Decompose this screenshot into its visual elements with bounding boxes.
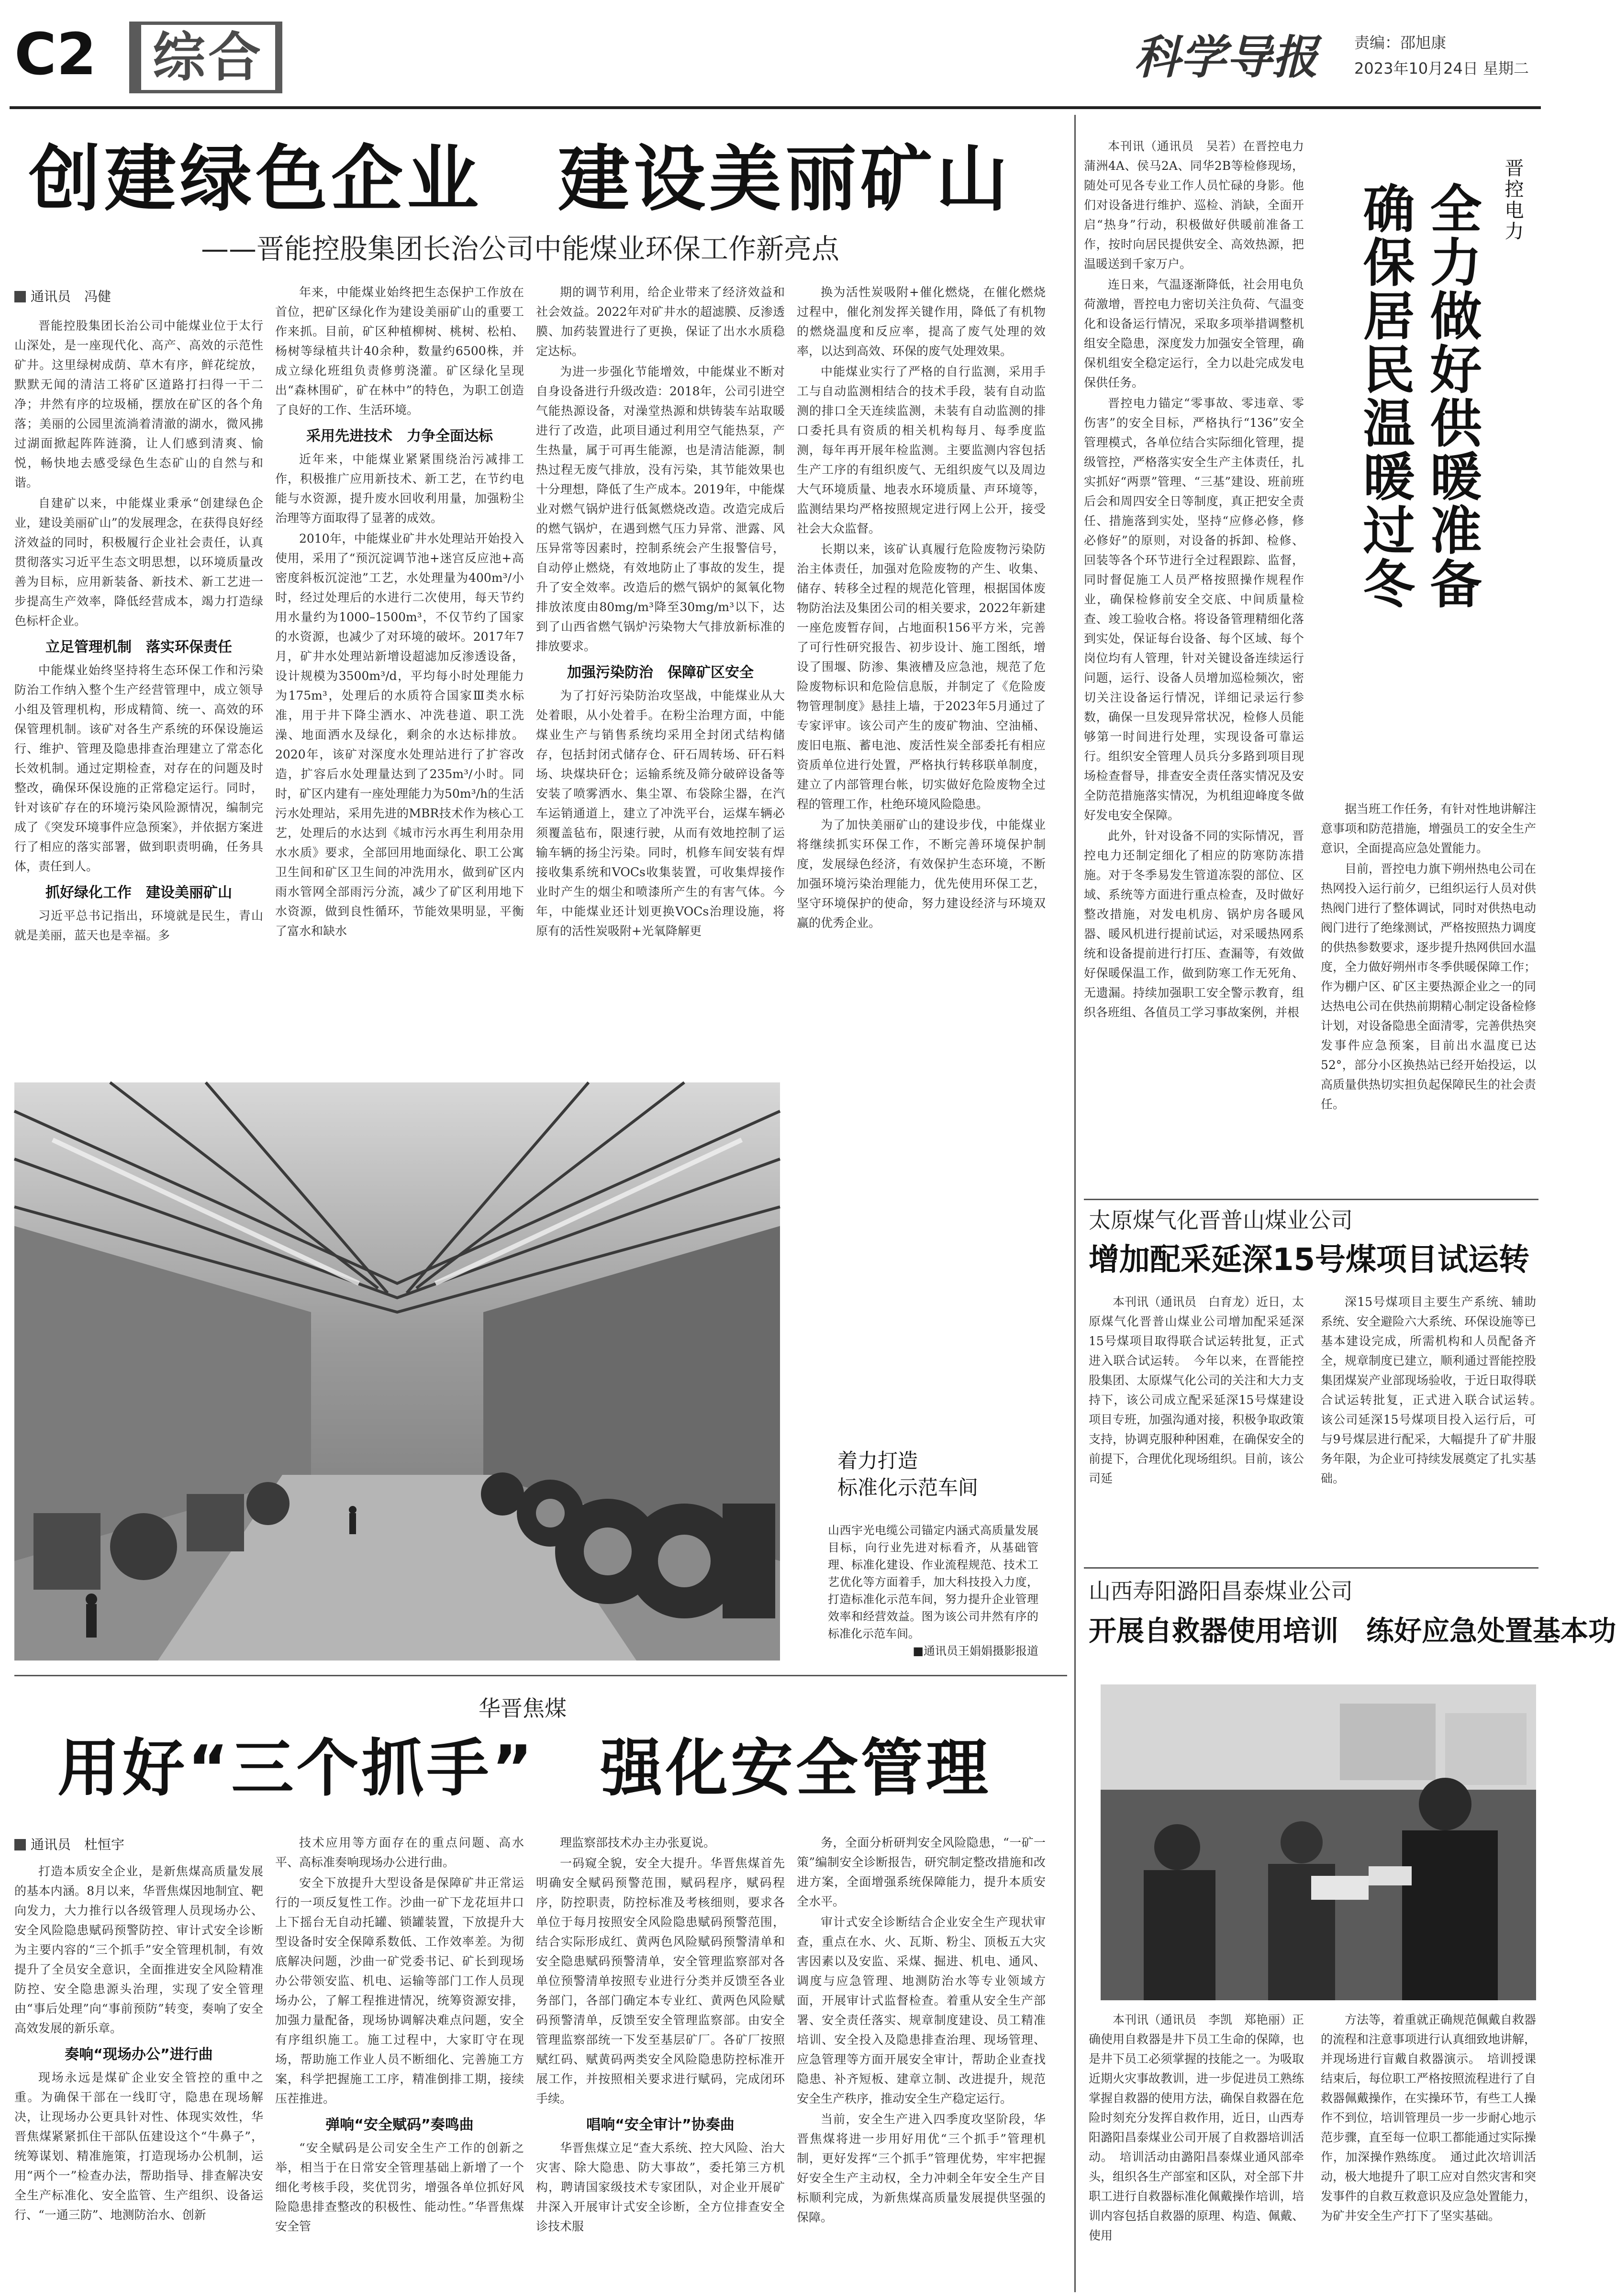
right-top-kicker: 晋控电力 bbox=[1502, 158, 1524, 242]
paragraph: “安全赋码是公司安全生产工作的创新之举，相当于在日常安全管理基础上新增了一个细化考核手段，奖优罚劣，增强各单位抓好风险隐患排查整改的积极性、能动性。”华晋焦煤安全管 bbox=[275, 2141, 524, 2233]
paragraph: 务，全面分析研判安全风险隐患，“一矿一策”编制安全诊断报告，研究制定整改措施和改进方案，全面增强系统保障能力，提升本质安全水平。 bbox=[797, 1836, 1046, 1908]
bottom-kicker: 华晋焦煤 bbox=[479, 1695, 567, 1721]
paragraph: 当前，安全生产进入四季度攻坚阶段，华晋焦煤将进一步用好用优“三个抓手”管理机制，更好发挥“三个抓手”管理优势，牢牢把握好安全生产主动权，全力冲刺全年安全生产目标顺利完成，为新焦煤高质量发展提供坚强的保障。 bbox=[797, 2112, 1046, 2224]
lead-column-4 bbox=[797, 282, 1046, 1067]
right-mid-column-b bbox=[1321, 1292, 1549, 1560]
paragraph: 理监察部技术办主办张夏说。 bbox=[560, 1836, 716, 1850]
factory-workshop-photo bbox=[14, 1082, 780, 1661]
caption-text: 山西宇光电缆公司锚定内涵式高质量发展目标，向行业先进对标看齐，从基础管理、标准化建设、作业流程规范、技术工艺优化等方面着手，加大科技投入力度，打造标准化示范车间，努力提升企业管理效率和经营效益。图为该公司井然有序的标准化示范车间。 bbox=[828, 1524, 1038, 1640]
bottom-byline: 通讯员 杜恒宇 bbox=[14, 1835, 206, 1854]
paragraph: 华晋焦煤立足“查大系统、控大风险、治大灾害、除大隐患、防大事故”，委托第三方机构，聘请国家级技术专家团队，对企业开展矿井深入开展审计式安全诊断，全方位排查安全诊技术服 bbox=[536, 2141, 785, 2233]
lead-column-1 bbox=[14, 316, 263, 1067]
edition-info bbox=[1354, 30, 1546, 87]
right-mid-headline: 增加配采延深15号煤项目试运转 bbox=[1089, 1242, 1530, 1278]
paragraph: 晋能控股集团长治公司中能煤业位于太行山深处，是一座现代化、高产、高效的示范性矿井。这里绿树成荫、草木有序，鲜花绽放，默默无闻的清洁工将矿区道路打扫得一干二净；井然有序的垃圾桶，摆放在矿区的各个角落；美丽的公园里流淌着清澈的湖水，微风拂过湖面掀起阵阵涟漪，让人们感到清爽、愉悦，畅快地去感受绿色生态矿山的自然与和谐。 bbox=[14, 319, 263, 490]
story-divider bbox=[1084, 1567, 1538, 1569]
page-number: C2 bbox=[14, 22, 97, 88]
paragraph: 连日来，气温逐渐降低，社会用电负荷激增，晋控电力密切关注负荷、气温变化和设备运行情况，采取多项举措调整机组安全隐患，深度发力加强安全管理，确保机组安全稳定运行，全力以赴完成发电保供任务。 bbox=[1084, 278, 1304, 390]
lead-subheadline: ——晋能控股集团长治公司中能煤业环保工作新亮点 bbox=[201, 233, 840, 265]
paragraph: 审计式安全诊断结合企业安全生产现状审查，重点在水、火、瓦斯、粉尘、顶板五大灾害因素以及安监、采煤、掘进、机电、通风、调度与应急管理、地测防治水等专业领域方面，开展审计式监督检查。着重从安全生产部署、安全责任落实、规章制度建设、员工精准培训、安全投入及隐患排查治理、现场管理、应急管理等方面开展安全审计，帮助企业查找隐患、补齐短板、建章立制、改进提升，规范安全生产秩序，推动安全生产稳定运行。 bbox=[797, 1915, 1046, 2106]
paragraph: 一码窥全貌，安全大提升。华晋焦煤首先明确安全赋码预警范围，赋码程序，赋码程序，防控职责，防控标准及考核细则，要求各单位于每月按照安全风险隐患赋码预警范围，结合实际形成红、黄两色风险赋码预警清单和安全隐患赋码预警清单，安全管理监察部对各单位预警清单按照专业进行分类并反馈至各业务部门，各部门确定本专业红、黄两色风险赋码预警清单，反馈至安全管理监察部。由安全管理监察部统一下发至基层矿厂。各矿厂按照赋红码、赋黄码两类安全风险隐患防控标准开展工作，并按照相关要求进行赋码，完成闭环手续。 bbox=[536, 1856, 785, 2106]
bottom-headline: 用好“三个抓手” 强化安全管理 bbox=[57, 1732, 991, 1805]
bottom-column-2 bbox=[275, 1833, 524, 2292]
bottom-column-4 bbox=[797, 1833, 1046, 2292]
paragraph: 据当班工作任务，有针对性地讲解注意事项和防范措施，增强员工的安全生产意识，全面提高应急处置能力。 bbox=[1321, 802, 1537, 855]
section-subhead: 采用先进技术 力争全面达标 bbox=[306, 428, 493, 445]
paragraph: 中能煤业实行了严格的自行监测，采用手工与自动监测相结合的技术手段，装有自动监测的排口全天连续监测，未装有自动监测的排口委托具有资质的相关机构每月、每季度监测，每年再开展年检监测。主要监测内容包括生产工序的有组织废气、无组织废气以及周边大气环境质量、地表水环境质量、声环境等，监测结果均严格按照规定进行网上公开，接受社会大众监督。 bbox=[797, 365, 1046, 535]
paragraph: 此外，针对设备不同的实际情况，晋控电力还制定细化了相应的防寒防冻措施。对于冬季易发生管道冻裂的部位、区域、系统等方面进行重点检查，及时做好整改措施，对发电机房、锅炉房各暖风器、暖风机进行提前试运，对采暖热网系统和设备提前进行打压、查漏等，有效做好保暖保温工作，做到防寒工作无死角、无遗漏。持续加强职工安全警示教育，组织各班组、各值员工学习事故案例，并根 bbox=[1084, 829, 1304, 1019]
paragraph: 目前，晋控电力旗下朔州热电公司在热网投入运行前夕，已组织运行人员对供热阀门进行了整体调试，同时对供热电动阀门进行了绝缘测试，严格按照热力调度的供热参数要求，逐步提升热网供回水温度，全力做好朔州市冬季供暖保障工作；作为棚户区、矿区主要热源企业之一的同达热电公司在供热前期精心制定设备检修计划，对设备隐患全面清零，完善供热突发事件应急预案，目前出水温度已达52°，部分小区换热站已经开始投运，以高质量供热切实担负起保障民生的社会责任。 bbox=[1321, 862, 1537, 1111]
paragraph: 为了加快美丽矿山的建设步伐，中能煤业将继续抓实环保工作，不断完善环境保护制度，发展绿色经济，有效保护生态环境，不断加强环境污染治理能力，优先使用环保工艺，坚守环境保护的使命，努力建设经济与环境双赢的优秀企业。 bbox=[797, 818, 1046, 930]
paragraph: 现场永远是煤矿企业安全管控的重中之重。为确保干部在一线盯守，隐患在现场解决，让现场办公更具针对性、体现实效性，华晋焦煤紧紧抓住干部队伍建设这个“牛鼻子”，统筹谋划、精准施策，打造现场办公机制，运用“两个一”检查办法，帮助指导、排查解决安全生产标准化、安全监管、生产组织、设备运行、“一通三防”、地测防治水、创新 bbox=[14, 2071, 263, 2222]
paragraph: 自建矿以来，中能煤业秉承“创建绿色企业，建设美丽矿山”的发展理念，在获得良好经济效益的同时，积极履行企业社会责任，认真贯彻落实习近平生态文明思想，以环境质量改善为目标，应用新装备、新技术、新工艺进一步提高生产效率，降低经营成本，竭力打造绿色标杆企业。 bbox=[14, 496, 263, 628]
caption-title-line: 标准化示范车间 bbox=[837, 1476, 979, 1499]
right-bottom-headline: 开展自救器使用培训 练好应急处置基本功 bbox=[1089, 1615, 1616, 1647]
paragraph: 近年来，中能煤业紧紧围绕治污减排工作，积极推广应用新技术、新工艺，在节约电能与水资源，提升废水回收利用量，加强粉尘治理等方面取得了显著的成效。 bbox=[275, 452, 524, 525]
right-top-headline-line1: 全力做好供暖准备 bbox=[1421, 182, 1481, 611]
section-subhead: 抓好绿化工作 建设美丽矿山 bbox=[45, 884, 232, 901]
section-label: 综合 bbox=[141, 25, 275, 90]
paragraph: 期的调节利用，给企业带来了经济效益和社会效益。2022年对矿井水的超滤膜、反渗透膜、加药装置进行了更换，保证了出水水质稳定达标。 bbox=[536, 285, 785, 358]
bottom-column-1 bbox=[14, 1861, 263, 2292]
right-top-column-a bbox=[1084, 136, 1304, 1194]
section-subhead: 奏响“现场办公”进行曲 bbox=[65, 2046, 213, 2063]
photo-caption-body bbox=[828, 1522, 1038, 1661]
lead-headline: 创建绿色企业 建设美丽矿山 bbox=[29, 138, 1012, 221]
paragraph: 深15号煤项目主要生产系统、辅助系统、安全避险六大系统、环保设施等已基本建设完成，所需机构和人员配备齐全，规章制度已建立，顺利通过晋能控股集团煤炭产业部现场验收，于近日取得联合试运转批复，正式进入联合试运转。 该公司延深15号煤项目投入运行后，可与9号煤层进行配采，大幅提升了矿井服务年限，为企业可持续发展奠定了扎实基础。 bbox=[1321, 1295, 1549, 1485]
paragraph: 本刊讯（通讯员 李凯 郑艳丽）正确使用自救器是井下员工生命的保障，也是井下员工必须掌握的技能之一。为吸取近期火灾事故教训，进一步促进员工熟练掌握自救器的使用方法，确保自救器在危险时刻充分发挥自救作用，近日，山西寿阳潞阳昌泰煤业公司开展了自救器培训活动。 培训活动由潞阳昌泰煤业通风部牵头，组织各生产部室和区队，对全部下井职工进行自救器标准化佩戴操作培训，培训内容包括自救器的原理、构造、佩戴、使用 bbox=[1089, 2013, 1304, 2242]
photo-credit: ■通讯员王娟娟摄影报道 bbox=[913, 1644, 1038, 1658]
photo-caption-title bbox=[837, 1448, 1019, 1500]
paragraph: 习近平总书记指出，环境就是民生，青山就是美丽，蓝天也是幸福。多 bbox=[14, 909, 263, 942]
paragraph: 本刊讯（通讯员 白育龙）近日，太原煤气化晋普山煤业公司增加配采延深15号煤项目取得联合试运转批复，正式进入联合试运转。 今年以来，在晋能控股集团、太原煤气化公司的关注和大力支持下，该公司成立配采延深15号煤建设项目专班，加强沟通对接，积极争取政策支持，协调克服种种困难，在确保安全的前提下，合理优化现场组织。目前，该公司延 bbox=[1089, 1295, 1304, 1485]
editor-line: 责编：邵旭康 bbox=[1354, 33, 1447, 52]
right-bottom-column-a bbox=[1089, 2010, 1304, 2292]
paragraph: 打造本质安全企业，是新焦煤高质量发展的基本内涵。8月以来，华晋焦煤因地制宜、靶向发力，大力推行以各级管理人员现场办公、安全风险隐患赋码预警防控、审计式安全诊断为主要内容的“三个抓手”安全管理机制，有效提升了全员安全意识，全面推进安全风险精准防控、安全隐患源头治理，实现了安全管理由“事后处理”向“事前预防”转变，奏响了安全高效发展的新乐章。 bbox=[14, 1864, 263, 2035]
training-photo bbox=[1101, 1684, 1536, 2000]
paragraph: 本刊讯（通讯员 吴若）在晋控电力蒲洲4A、侯马2A、同华2B等检修现场，随处可见各专业工作人员忙碌的身影。他们对设备进行维护、巡检、消缺，全面开启“热身”行动，积极做好供暖前准备工作，按时向居民提供安全、高效热源，把温暖送到千家万户。 bbox=[1084, 139, 1304, 271]
story-divider bbox=[1084, 1199, 1538, 1200]
right-mid-column-a bbox=[1089, 1292, 1304, 1560]
paragraph: 长期以来，该矿认真履行危险废物污染防治主体责任，加强对危险废物的产生、收集、储存、转移全过程的规范化管理，根据国体废物防治法及集团公司的相关要求，2022年新建一座危废暂存间，占地面积156平方米，完善了可行性研究报告、初步设计、施工图纸，增设了围堰、防渗、集液槽及应急池，规范了危险废物标识和危险信息版，并制定了《危险废物管理制度》悬挂上墙，于2023年5月通过了专家评审。该公司产生的废矿物油、空油桶、废旧电瓶、蓄电池、废活性炭全部委托有相应资质单位进行处置，严格执行转移联单制度，建立了内部管理台帐，切实做好危险废物全过程的管理工作，杜绝环境风险隐患。 bbox=[797, 542, 1046, 811]
section-subhead: 弹响“安全赋码”奏鸣曲 bbox=[325, 2117, 474, 2133]
paragraph: 为了打好污染防治攻坚战，中能煤业从大处着眼，从小处着手。在粉尘治理方面，中能煤业生产与销售系统均采用全封闭式结构储存，包括封闭式储存仓、矸石周转场、矸石料场、块煤块矸仓；运输系统及筛分破碎设备等安装了喷雾洒水、集尘罩、布袋除尘器，在汽车运销通道上，建立了冲洗平台，运煤车辆必须覆盖毡布，限速行驶，从而有效地控制了运输车辆的扬尘污染。同时，机修车间安装有焊接收集系统和VOCs收集装置，可收集焊接作业时产生的烟尘和喷漆所产生的有害气体。今年，中能煤业还计划更换VOCs治理设施，将原有的活性炭吸附+光氧降解更 bbox=[536, 689, 785, 938]
paragraph: 换为活性炭吸附+催化燃烧，在催化燃烧过程中，催化剂发挥关键作用，降低了有机物的燃烧温度和反应率，提高了废气处理的效率，以达到高效、环保的废气处理效果。 bbox=[797, 285, 1046, 358]
paragraph: 中能煤业始终坚持将生态环保工作和污染防治工作纳入整个生产经营管理中，成立领导小组及管理机构，形成精简、统一、高效的环保管理机制。该矿对各生产系统的环保设施运行、维护、管理及隐患排查治理建立了常态化长效机制。通过定期检查，对存在的问题及时整改，确保环保设施的正常稳定运行。同时，针对该矿存在的环境污染风险源情况，编制完成了《突发环境事件应急预案》，并依据方案进行了相应的落实部署，做到职责明确，任务具体，责任到人。 bbox=[14, 663, 263, 873]
right-top-headline-line2: 确保居民温暖过冬 bbox=[1354, 182, 1414, 611]
paragraph: 2010年，中能煤业矿井水处理站开始投入使用，采用了“预沉淀调节池+迷宫反应池+高密度斜板沉淀池”工艺，水处理量为400m³/小时，经过处理后的水进行二次使用，每天节约用水量约为1000–1500m³，不仅节约了国家的水资源，也减少了对环境的破坏。2017年7月，矿井水处理站新增设超滤加反渗透设备，设计规模为3500m³/d，平均每小时处理能力为175m³，处理后的水质符合国家Ⅲ类水标准，用于井下降尘洒水、冲洗巷道、职工洗澡、地面洒水及绿化，剩余的水达标排放。2020年，该矿对深度水处理站进行了扩容改造，扩容后水处理量达到了235m³/小时。同时，矿区内建有一座处理能力为50m³/h的生活污水处理站，采用先进的MBR技术作为核心工艺，处理后的水达到《城市污水再生利用杂用水水质》要求，全部回用地面绿化、职工公寓卫生间和矿区卫生间的冲洗用水，做到矿区内雨水管网全部雨污分流，减少了矿区利用地下水资源，做到良性循环，节能效果明显，平衡了富水和缺水 bbox=[275, 532, 524, 938]
paragraph: 为进一步强化节能增效，中能煤业不断对自身设备进行升级改造：2018年，公司引进空气能热源设备，对澡堂热源和烘铸装车站取暖进行了改造，此项目通过利用空气能热泵，产生热量，属于可再生能源，也是清洁能源，制热过程无废气排放，没有污染，其节能效果也十分理想，降低了生产成本。2019年，中能煤业对燃气锅炉进行低氮燃烧改造。改造完成后的燃气锅炉，在遇到燃气压力异常、泄露、风压异常等因素时，控制系统会产生报警信号，自动停止燃烧，有效地防止了事故的发生，提升了安全效率。改造后的燃气锅炉的氮氧化物排放浓度由80mg/m³降至30mg/m³以下，达到了山西省燃气锅炉污染物大气排放新标准的排放要求。 bbox=[536, 365, 785, 653]
right-bottom-column-b bbox=[1321, 2010, 1536, 2292]
section-subhead: 加强污染防治 保障矿区安全 bbox=[567, 664, 754, 681]
bottom-column-3 bbox=[536, 1833, 785, 2292]
training-illustration bbox=[1101, 1684, 1536, 2000]
paragraph: 晋控电力锚定“零事故、零违章、零伤害”的安全目标，严格执行“136”安全管理模式，各单位结合实际细化管理，提级管控，严格落实安全生产主体责任，扎实抓好“两票”管理、“三基”建设、班前班后会和周四安全日等制度，真正把安全责任、措施落到实处，坚持“应修必修，修必修好”的原则，对设备的拆卸、检修、回装等各个环节进行全过程跟踪、监督，同时督促施工人员严格按照操作规程作业，确保检修前安全交底、中间质量检查、竣工验收合格。将设备管理精细化落到实处，保证每台设备、每个区域、每个岗位均有人管理，针对关键设备连续运行问题，运行、设备人员增加巡检频次，密切关注设备运行情况，详细记录运行参数，确保一旦发现异常状况，检修人员能够第一时间进行处理，实现设备可靠运行。组织安全管理人员兵分多路到项目现场检查督导，排查安全责任落实情况及安全防范措施落实情况，为机组迎峰度冬做好发电安全保障。 bbox=[1084, 396, 1304, 822]
right-top-column-b bbox=[1321, 799, 1536, 1194]
section-subhead: 唱响“安全审计”协奏曲 bbox=[586, 2117, 735, 2133]
story-divider bbox=[14, 1675, 1067, 1676]
paragraph: 方法等，着重就正确规范佩戴自救器的流程和注意事项进行认真细致地讲解，并现场进行盲戴自救器演示。 培训授课结束后，每位职工严格按照流程进行了自救器佩戴操作，在实操环节，有些工人操作不到位，培训管理员一步一步耐心地示范步骤，直至每一位职工都能通过实际操作，加深操作熟练度。 通过此次培训活动，极大地提升了职工应对自然灾害和突发事件的自救互救意识及应急处置能力，为矿井安全生产打下了坚实基础。 bbox=[1321, 2013, 1537, 2223]
section-subhead: 立足管理机制 落实环保责任 bbox=[45, 639, 232, 656]
paragraph: 技术应用等方面存在的重点问题、高水平、高标准奏响现场办公进行曲。 bbox=[275, 1836, 524, 1869]
newspaper-logo: 科学导报 bbox=[1134, 30, 1318, 84]
right-mid-kicker: 太原煤气化晋普山煤业公司 bbox=[1089, 1207, 1353, 1233]
masthead-rule bbox=[10, 106, 1541, 109]
lead-column-2 bbox=[275, 282, 524, 1067]
paragraph: 年来，中能煤业始终把生态保护工作放在首位，把矿区绿化作为建设美丽矿山的重要工作来抓。目前，矿区种植柳树、桃树、松柏、杨树等绿植共计40余种，数量约6500株，并成立绿化班组负责修剪浇灌。矿区绿化呈现出“森林围矿，矿在林中”的特色，为职工创造了良好的工作、生活环境。 bbox=[275, 285, 524, 417]
date-line: 2023年10月24日 星期二 bbox=[1354, 59, 1529, 78]
column-divider bbox=[1074, 115, 1076, 2292]
workshop-illustration bbox=[14, 1082, 780, 1661]
right-bottom-kicker: 山西寿阳潞阳昌泰煤业公司 bbox=[1089, 1578, 1353, 1604]
caption-title-line: 着力打造 bbox=[837, 1449, 918, 1472]
lead-byline: 通讯员 冯健 bbox=[14, 287, 206, 306]
paragraph: 安全下放提升大型设备是保障矿井正常运行的一项反复性工作。沙曲一矿下龙花垣井口上下摇台无自动托罐、锁罐装置，下放提升大型设备时安全保障系数低、工作效率差。为彻底解决问题，沙曲一矿党委书记、矿长到现场办公带领安监、机电、运输等部门工作人员现场办公，了解工程推进情况，统筹资源安排，加强力量配备，现场协调解决难点问题，安全有序组织施工。施工过程中，大家盯守在现场，帮助施工作业人员不断细化、完善施工方案，科学把握施工工序，精准倒排工期，接续压茬推进。 bbox=[275, 1876, 524, 2106]
lead-column-3 bbox=[536, 282, 785, 1067]
